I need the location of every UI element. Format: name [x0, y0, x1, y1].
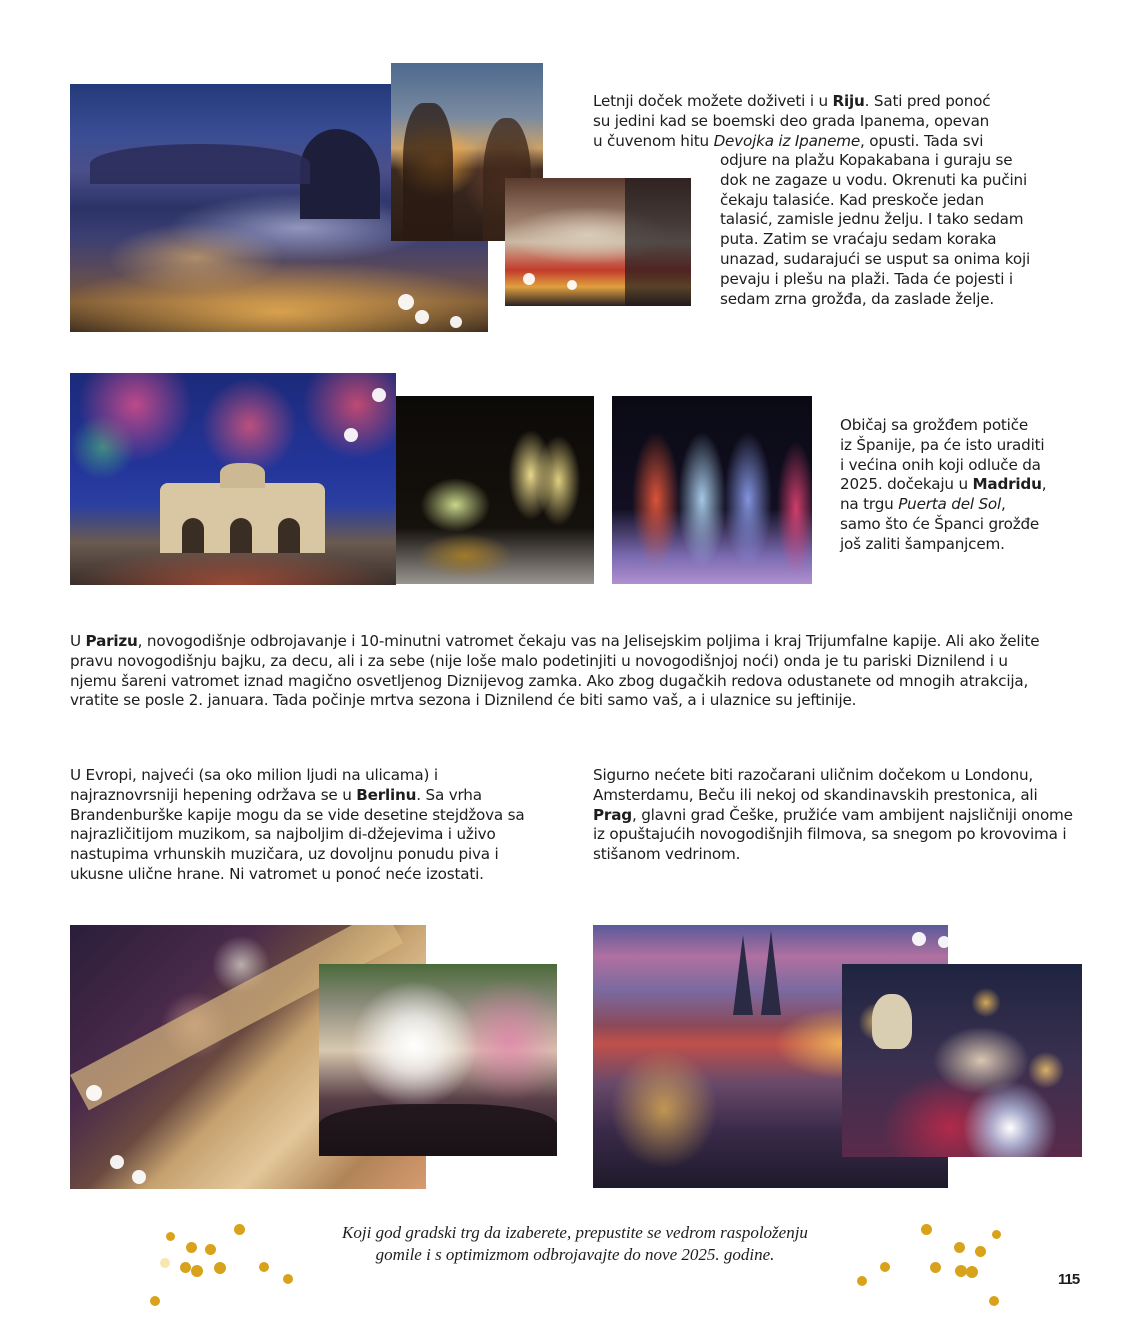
text-span: , glavni grad Češke, pružiće vam ambijent najsličniji onome iz opuštajućih novogodišnjih filmova, sa snegom po krovovima i stišanom vedrinom.: [593, 805, 1073, 864]
page-number: 115: [1058, 1271, 1080, 1288]
closing-caption: [300, 1222, 850, 1266]
caption-line: gomile i s optimizmom odbrojavajte do nove 2025. godine.: [375, 1245, 775, 1264]
madrid-paragraph: [840, 416, 1090, 555]
text-span: , novogodišnje odbrojavanje i 10-minutni vatromet čekaju vas na Jelisejskim poljima i kraj Trijumfalne kapije. Ali ako želite pravu novogodišnju bajku, za decu, ali i za sebe (nije loše malo podetinjiti u novogodišnjoj noći) onda je tu pariski Diznilend i u njemu šareni vatromet iznad magično osvetljenog Diznijevog zamka. Ako zbog dugačkih redova odustanete od mnogih atrakcija, vratite se posle 2. januara. Tada počinje mrtva sezona i Diznilend će biti samo vaš, a i ulaznice su jeftinije.: [70, 632, 1040, 710]
text-line: odjure na plažu Kopakabana i guraju se: [720, 151, 1013, 169]
tyn-church-tower-left: [733, 935, 753, 1015]
text-line: puta. Zatim se vraćaju sedam koraka: [720, 230, 997, 249]
text-span: . Sati pred ponoć: [864, 92, 991, 110]
text-line: unazad, sudarajući se usput sa onima koji: [720, 249, 1030, 268]
text-line: dok ne zagaze u vodu. Okrenuti ka pučini: [720, 170, 1027, 189]
text-span: U: [70, 632, 86, 650]
tyn-church-tower-right: [761, 930, 781, 1015]
square-name: Puerta del Sol: [898, 495, 1002, 514]
paris-paragraph: [70, 632, 1055, 711]
text-line: i većina onih koji odluče da: [840, 455, 1041, 474]
text-line: Običaj sa grožđem potiče: [840, 416, 1028, 434]
text-line: iz Španije, pa će isto uraditi: [840, 435, 1045, 454]
text-line: još zaliti šampanjcem.: [840, 534, 1005, 553]
puerta-de-alcala-fireworks-image: [70, 373, 396, 585]
rio-paragraph-top: [593, 92, 1063, 151]
rio-paragraph-indented: [720, 151, 1090, 309]
text-span: Sigurno nećete biti razočarani uličnim dočekom u Londonu, Amsterdamu, Beču ili nekoj od skandinavskih prestonica, ali: [593, 766, 1038, 804]
text-span: , opusti. Tada svi: [859, 131, 984, 150]
berlin-paragraph: [70, 766, 550, 885]
city-name-berlin: Berlinu: [356, 785, 417, 804]
text-line: čekaju talasiće. Kad preskoče jedan: [720, 190, 984, 209]
text-line: pevaju i plešu na plaži. Tada će pojesti i: [720, 269, 1013, 288]
concert-crowd-stage-image: [319, 964, 557, 1156]
city-name-prague: Prag: [593, 805, 632, 824]
grapes-and-champagne-image: [396, 396, 594, 584]
city-name-paris: Parizu: [85, 632, 138, 650]
hills-shape: [90, 144, 310, 184]
prague-paragraph: [593, 766, 1078, 865]
text-span: . Sa vrha Brandenburške kapije mogu da se vide desetine stejdžova sa najrazličitijom muzikom, sa najboljim di-džejevima i uživo nastupima vrhunskih muzičara, uz dovoljnu ponudu piva i ukusne ulične hrane. Ni vatromet u ponoć neće izostati.: [70, 785, 525, 883]
text-span: U Evropi, najveći (sa oko milion ljudi na ulicama) i najraznovrsniji hepening održava se u: [70, 766, 438, 804]
flamenco-dancers-image: [612, 396, 812, 584]
child-with-bokeh-lights-image: [842, 964, 1082, 1157]
song-title: Devojka iz Ipaneme: [713, 131, 860, 150]
caption-line: Koji god gradski trg da izaberete, prepustite se vedrom raspoloženju: [342, 1223, 808, 1242]
text-span: Letnji doček možete doživeti i u: [593, 92, 833, 110]
text-line: talasić, zamisle jednu želju. I tako sedam: [720, 210, 1024, 229]
city-name-madrid: Madridu: [972, 475, 1042, 494]
text-span: na trgu: [840, 495, 899, 514]
text-span: ,: [1001, 495, 1006, 514]
text-line: su jedini kad se boemski deo grada Ipanema, opevan: [593, 111, 990, 130]
samba-drum-confetti-image: [505, 178, 691, 306]
text-span: ,: [1041, 475, 1047, 494]
city-name-rio: Riju: [832, 92, 865, 110]
text-line: sedam zrna grožđa, da zaslade želje.: [720, 289, 994, 308]
text-span: u čuvenom hitu: [593, 131, 714, 150]
text-span: 2025. dočekaju u: [840, 475, 973, 494]
sugarloaf-mountain-shape: [300, 129, 380, 219]
text-line: samo što će Španci grožđe: [840, 514, 1040, 533]
